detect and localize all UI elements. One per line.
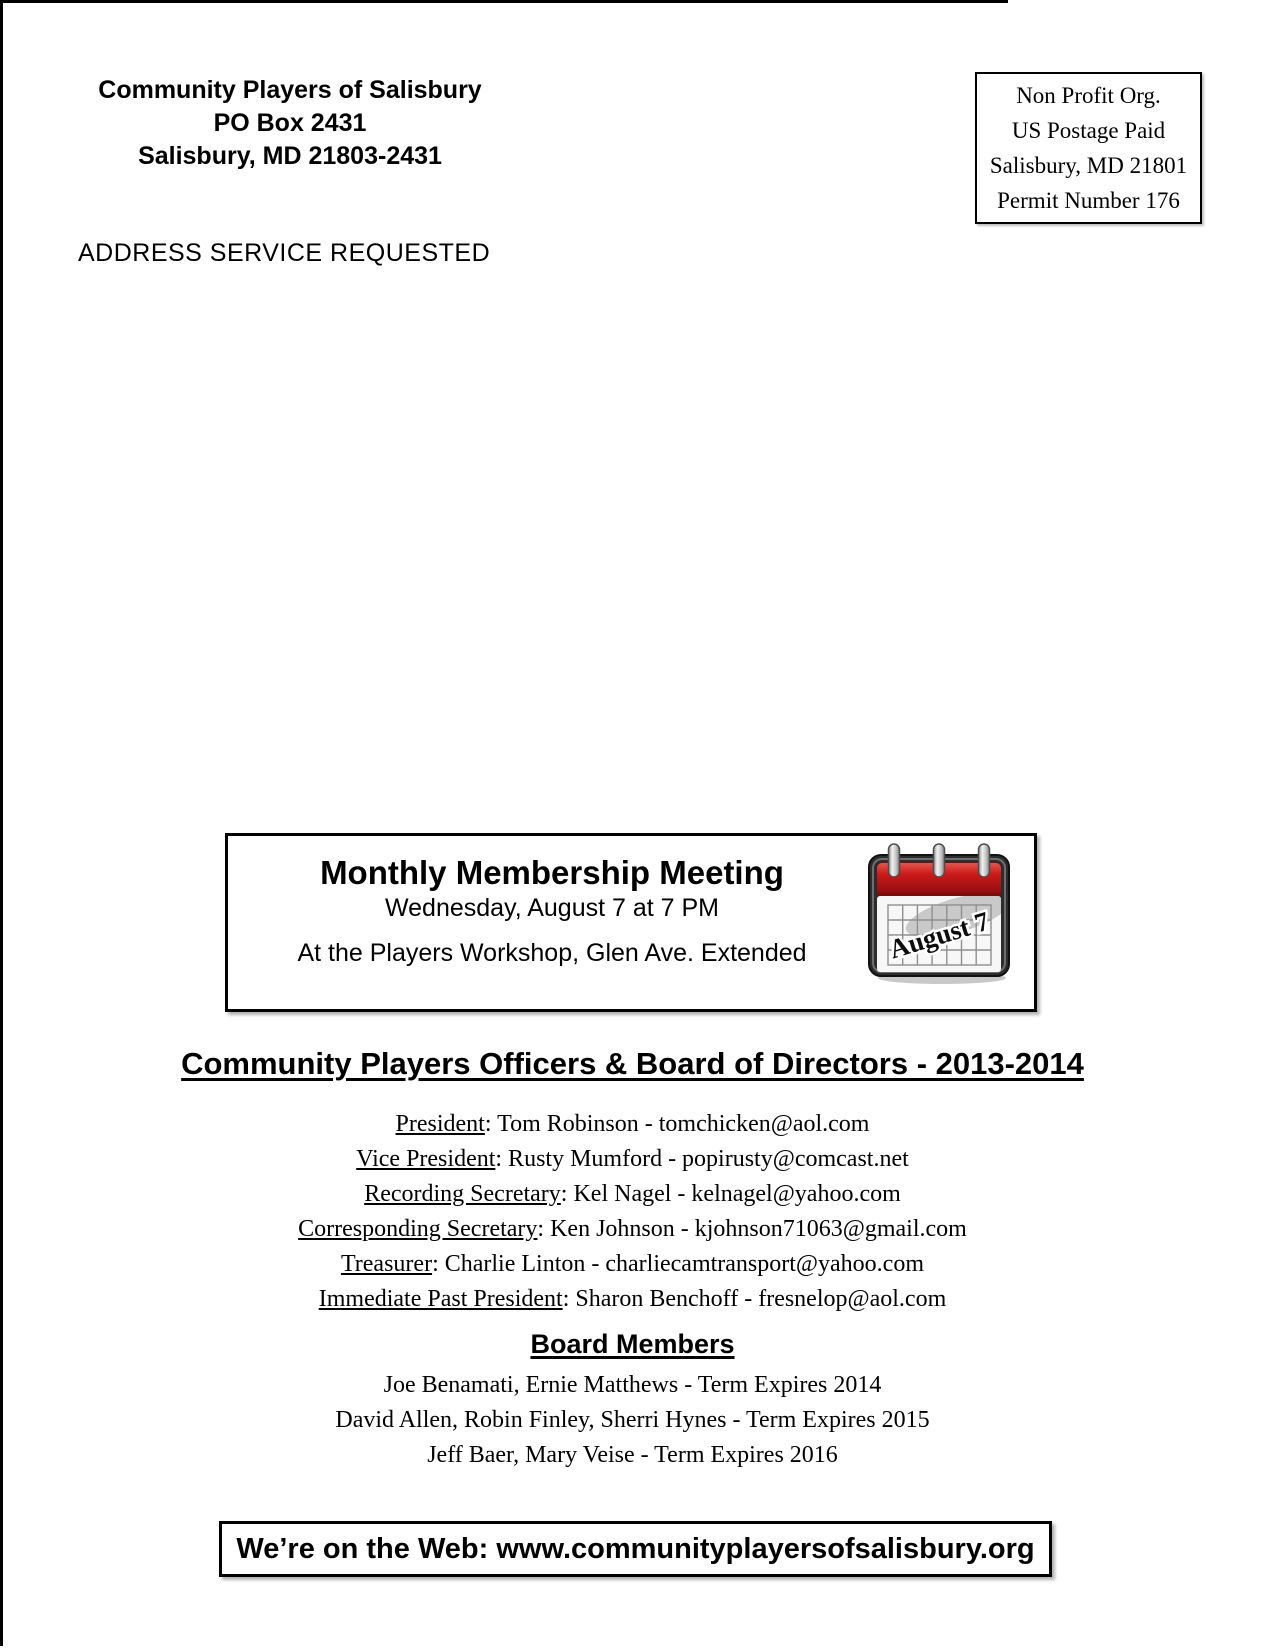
officer-line — [0, 1247, 1265, 1282]
meeting-title: Monthly Membership Meeting — [320, 854, 784, 891]
officer-line — [0, 1177, 1265, 1212]
officer-detail: : Tom Robinson - tomchicken@aol.com — [484, 1111, 870, 1137]
officer-title: Corresponding Secretary — [298, 1216, 538, 1242]
return-address-po-box: PO Box 2431 — [213, 109, 367, 137]
meeting-announcement-box — [225, 833, 1037, 1012]
officer-detail: : Charlie Linton - charliecamtransport@yahoo.com — [432, 1251, 925, 1277]
permit-line: Non Profit Org. — [1016, 83, 1161, 108]
officers-list — [0, 1107, 1265, 1317]
permit-line: Salisbury, MD 21801 — [989, 153, 1188, 178]
calendar-icon — [866, 841, 1012, 985]
meeting-location: At the Players Workshop, Glen Ave. Extended — [297, 939, 807, 967]
board-members-list — [0, 1368, 1265, 1473]
officer-detail: : Rusty Mumford - popirusty@comcast.net — [495, 1146, 909, 1172]
calendar-date-text: August 7 — [885, 905, 993, 965]
officer-title: Treasurer — [340, 1251, 433, 1277]
web-banner-text: We’re on the Web: www.communityplayersofsalisbury.org — [236, 1532, 1035, 1565]
address-service-notice: ADDRESS SERVICE REQUESTED — [78, 239, 491, 267]
board-term-line: Jeff Baer, Mary Veise - Term Expires 2016 — [427, 1442, 838, 1468]
return-address-org: Community Players of Salisbury — [98, 76, 482, 104]
officer-detail: : Ken Johnson - kjohnson71063@gmail.com — [537, 1216, 967, 1242]
officer-title: President — [395, 1111, 485, 1137]
officer-detail: : Kel Nagel - kelnagel@yahoo.com — [560, 1181, 901, 1207]
officer-line — [0, 1282, 1265, 1317]
officer-detail: : Sharon Benchoff - fresnelop@aol.com — [562, 1286, 947, 1312]
postage-permit-box — [975, 72, 1202, 224]
return-address-city: Salisbury, MD 21803-2431 — [138, 142, 442, 170]
permit-line: Permit Number 176 — [997, 188, 1180, 213]
officer-title: Immediate Past President — [318, 1286, 563, 1312]
officer-title: Vice President — [356, 1146, 496, 1172]
page-border-top — [0, 0, 1008, 3]
permit-line: US Postage Paid — [1011, 118, 1166, 143]
officer-line — [0, 1142, 1265, 1177]
meeting-datetime: Wednesday, August 7 at 7 PM — [385, 894, 719, 922]
officer-line — [0, 1107, 1265, 1142]
board-term-line: Joe Benamati, Ernie Matthews - Term Expires 2014 — [383, 1372, 882, 1398]
board-term-line: David Allen, Robin Finley, Sherri Hynes - Term Expires 2015 — [335, 1407, 930, 1433]
return-address-block — [85, 74, 495, 173]
board-members-heading: Board Members — [530, 1329, 735, 1359]
officer-line — [0, 1212, 1265, 1247]
officers-heading: Community Players Officers & Board of Directors - 2013-2014 — [181, 1046, 1084, 1081]
officer-title: Recording Secretary — [364, 1181, 561, 1207]
web-banner-box — [219, 1521, 1052, 1577]
meeting-text-block — [228, 836, 876, 968]
